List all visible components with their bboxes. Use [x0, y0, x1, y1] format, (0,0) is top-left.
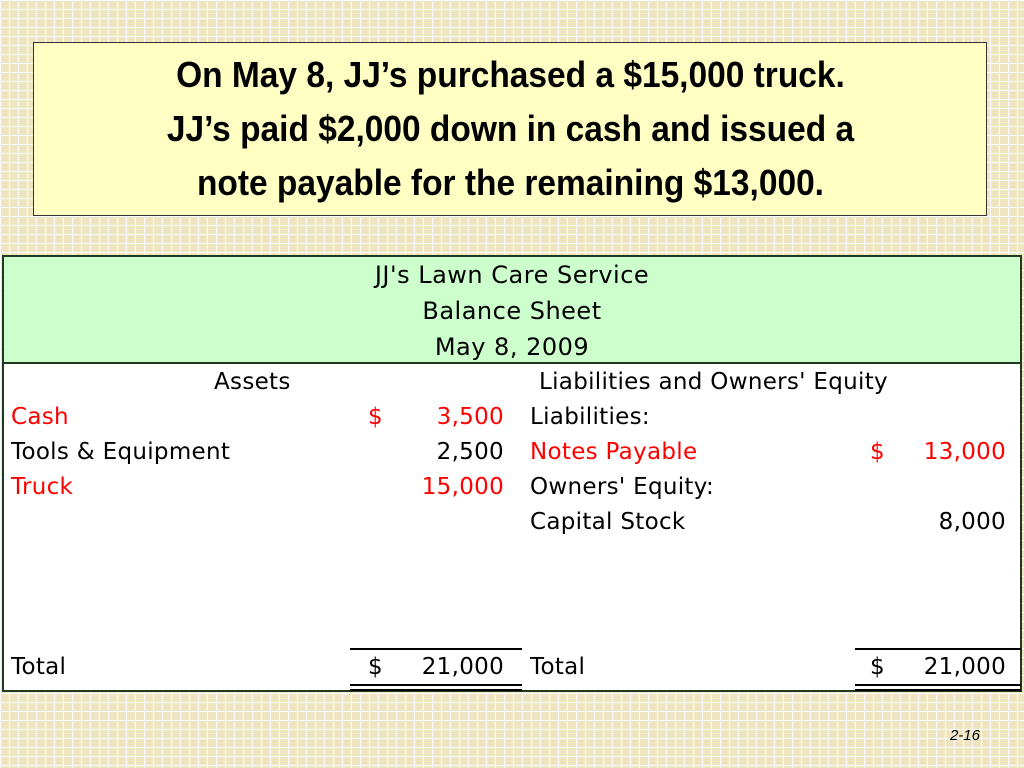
capital-stock-amount: 8,000 [938, 509, 1006, 535]
title-line-2: JJ’s paid $2,000 down in cash and issued a [166, 108, 854, 149]
owners-equity-label: Owners' Equity: [530, 474, 715, 500]
statement-date: May 8, 2009 [434, 333, 590, 361]
asset-amount-truck: 15,000 [421, 474, 504, 500]
balance-sheet-table [2, 255, 1022, 692]
balance-sheet-header [4, 257, 1020, 364]
assets-total-amount: 21,000 [421, 654, 504, 680]
asset-label-truck: Truck [11, 474, 74, 500]
liabilities-total-label: Total [530, 654, 586, 680]
asset-amount-cash: 3,500 [436, 404, 504, 430]
assets-total-label: Total [11, 654, 67, 680]
liabilities-equity-heading: Liabilities and Owners' Equity [539, 369, 888, 395]
liabilities-total-amount: 21,000 [923, 654, 1006, 680]
liabilities-total-currency: $ [870, 654, 885, 680]
assets-total-currency: $ [368, 654, 383, 680]
assets-heading: Assets [214, 369, 291, 395]
liabilities-total-double-rule [855, 684, 1021, 691]
slide-title [166, 48, 853, 210]
slide-title-box [33, 42, 987, 216]
assets-total-double-rule [350, 684, 522, 691]
notes-payable-amount: 13,000 [923, 439, 1006, 465]
title-line-3: note payable for the remaining $13,000. [196, 162, 824, 203]
company-name: JJ's Lawn Care Service [374, 261, 650, 289]
statement-name: Balance Sheet [422, 297, 602, 325]
asset-currency-cash: $ [368, 404, 383, 430]
liabilities-label: Liabilities: [530, 404, 650, 430]
notes-payable-label: Notes Payable [530, 439, 698, 465]
asset-label-cash: Cash [11, 404, 69, 430]
capital-stock-label: Capital Stock [530, 509, 686, 535]
asset-amount-tools: 2,500 [436, 439, 504, 465]
page-number: 2-16 [949, 727, 980, 744]
title-line-1: On May 8, JJ’s purchased a $15,000 truck. [175, 54, 845, 95]
asset-label-tools: Tools & Equipment [11, 439, 231, 465]
notes-payable-currency: $ [870, 439, 885, 465]
